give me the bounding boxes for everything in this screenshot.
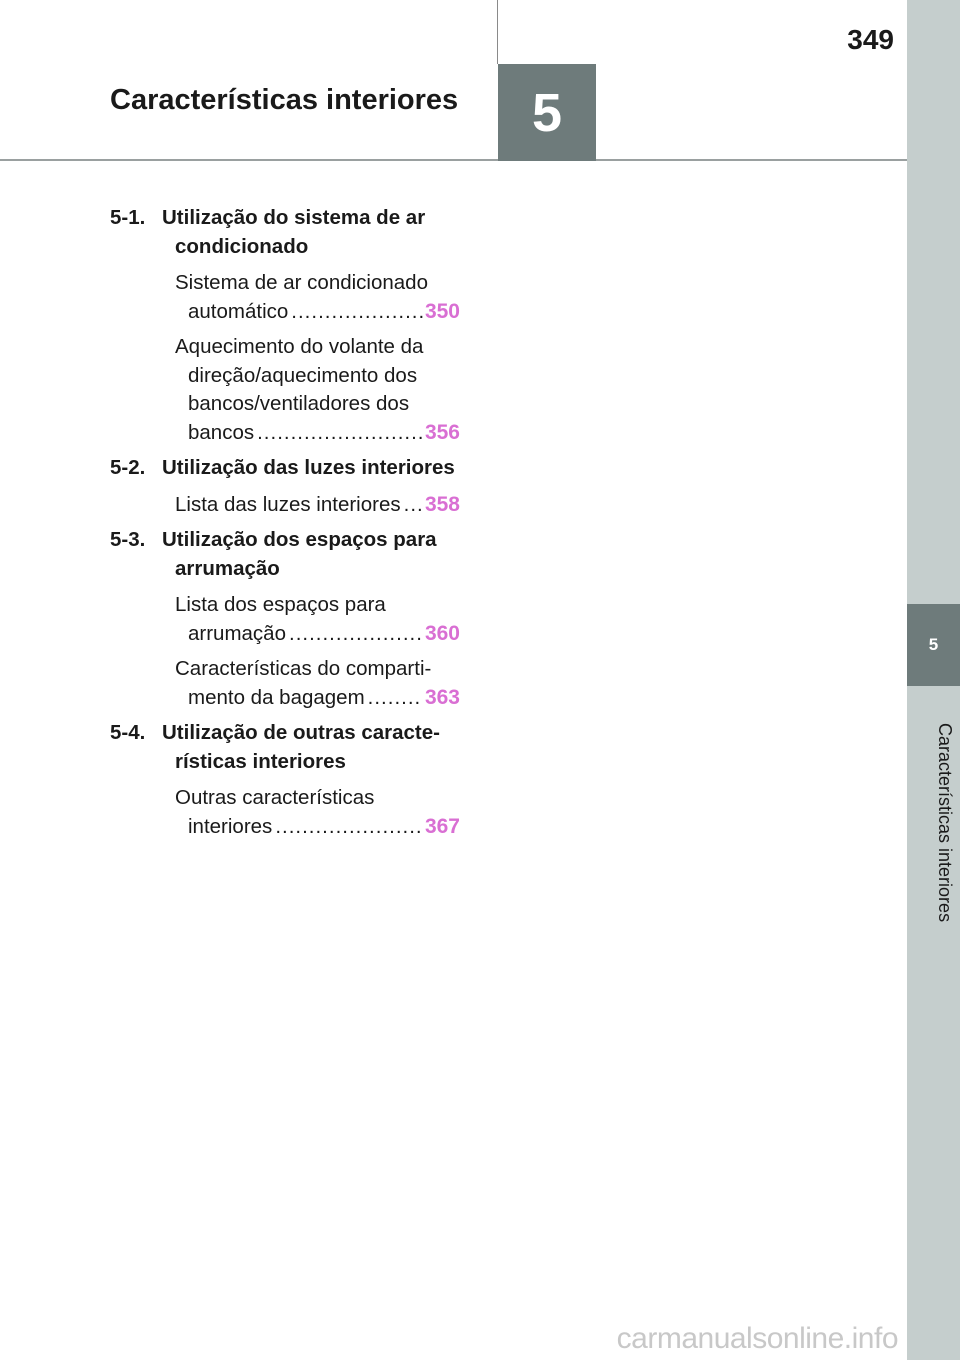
toc-entry-text [175, 491, 460, 520]
toc-entry-last-line [175, 298, 460, 327]
toc-entry-text [175, 591, 460, 648]
toc-entry[interactable] [110, 655, 460, 712]
toc-entry[interactable] [110, 784, 460, 841]
toc-entry-line: bancos [188, 420, 255, 444]
toc-section-heading[interactable] [110, 204, 460, 261]
side-tab-number: 5 [928, 635, 939, 654]
toc-entry-line: Sistema de ar condicionado [175, 271, 428, 294]
toc-section-title: Utilização do sistema de ar condicionado [162, 206, 426, 258]
toc-section [110, 204, 460, 447]
toc-section-number: 5-4. [110, 721, 146, 744]
toc-section-number: 5-2. [110, 456, 146, 479]
dot-leader [257, 419, 423, 448]
toc-entry-last-line [175, 684, 460, 713]
toc-entry-last-line [175, 419, 460, 448]
chapter-title: Características interiores [110, 84, 459, 116]
toc-section-heading[interactable] [110, 454, 460, 483]
toc-section [110, 719, 460, 841]
page-number: 349 [847, 24, 894, 55]
toc-entry-line: mento da bagagem [188, 685, 365, 709]
toc-entry-line: direção/aquecimento dos [188, 363, 418, 387]
toc-entry-text [175, 269, 460, 326]
toc-section-heading[interactable] [110, 526, 460, 583]
toc-page-link[interactable]: 356 [424, 420, 460, 444]
toc-entry-line: arrumação [188, 621, 286, 645]
toc-entry-line: Lista dos espaços para [175, 593, 386, 616]
toc-page-link[interactable]: 350 [424, 299, 460, 323]
toc-section-title: Utilização dos espaços para arrumação [162, 528, 437, 580]
toc-section-number: 5-1. [110, 206, 146, 229]
toc-page-link[interactable]: 367 [424, 814, 460, 838]
toc-page-link[interactable]: 360 [424, 621, 460, 645]
toc-entry-line: Aquecimento do volante da [175, 335, 424, 358]
dot-leader [289, 620, 423, 649]
toc-entry-last-line [175, 813, 460, 842]
toc-section-number: 5-3. [110, 528, 146, 551]
toc-section-title: Utilização das luzes interiores [162, 456, 455, 479]
header-divider [0, 159, 907, 161]
side-tab-label-text: Características interiores [935, 722, 955, 923]
side-tab [907, 0, 960, 1360]
toc-entry-last-line [175, 620, 460, 649]
toc-page-link[interactable]: 363 [424, 685, 460, 709]
toc-section-heading[interactable] [110, 719, 460, 776]
toc-section [110, 526, 460, 712]
toc-page-link[interactable]: 358 [424, 492, 460, 516]
toc-entry-line: Outras características [175, 786, 375, 809]
dot-leader [368, 684, 423, 713]
dot-leader [275, 813, 423, 842]
toc-entry[interactable] [110, 269, 460, 326]
toc-entry-line: Características do comparti- [175, 657, 432, 680]
toc-entry[interactable] [110, 591, 460, 648]
dot-leader [291, 298, 423, 327]
chapter-number: 5 [531, 82, 563, 143]
toc-entry[interactable] [110, 491, 460, 520]
toc-entry[interactable] [110, 333, 460, 447]
toc-entry-text [175, 784, 460, 841]
side-tab-label [911, 700, 955, 945]
toc-section-title: Utilização de outras caracte- rísticas interiores [162, 721, 440, 773]
table-of-contents [110, 204, 460, 848]
toc-section [110, 454, 460, 519]
toc-entry-text [175, 333, 460, 447]
toc-entry-line: automático [188, 299, 289, 323]
toc-entry-line: interiores [188, 814, 273, 838]
header-divider-vertical [497, 0, 498, 64]
side-tab-number-box[interactable] [907, 604, 960, 686]
toc-entry-line: bancos/ventiladores dos [188, 392, 410, 415]
toc-entry-text [175, 655, 460, 712]
chapter-number-box [498, 64, 596, 161]
toc-entry-last-line [175, 491, 460, 520]
dot-leader [404, 491, 423, 520]
toc-entry-line: Lista das luzes interiores [175, 492, 401, 516]
watermark: carmanualsonline.info [616, 1322, 898, 1355]
